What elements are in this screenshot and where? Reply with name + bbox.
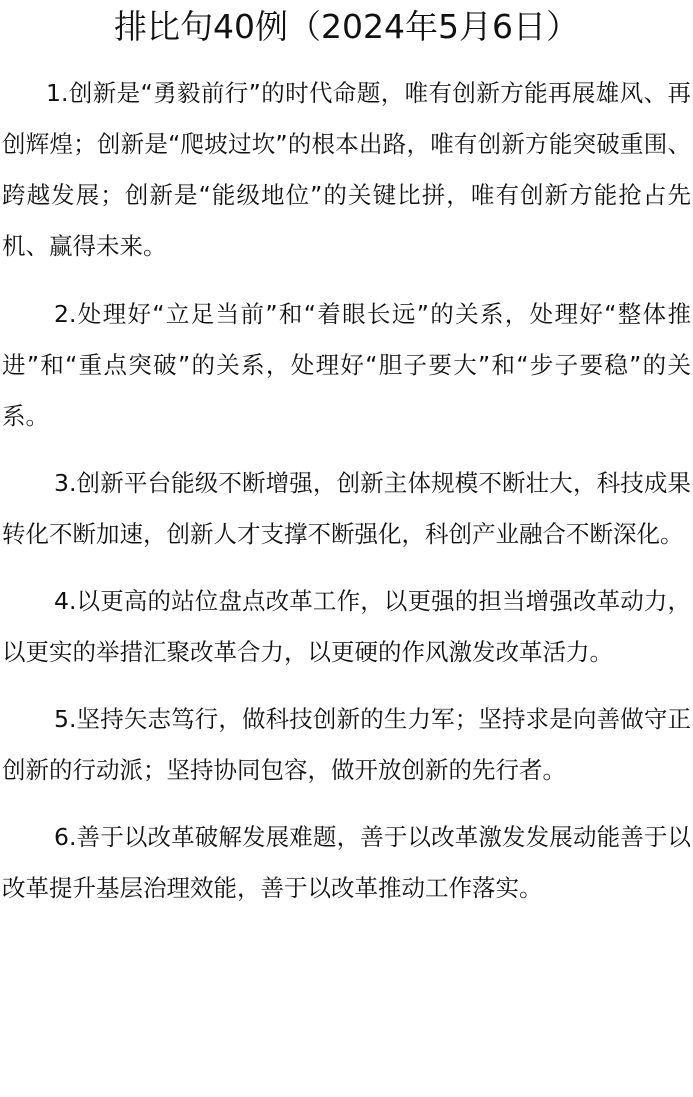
paragraph-1: 1.创新是“勇毅前行”的时代命题，唯有创新方能再展雄风、再创辉煌；创新是“爬坡过坎”的根本出路，唯有创新方能突破重围、跨越发展；创新是“能级地位”的关键比拼，唯有创新方能抢占先机、赢得未来。 xyxy=(2,79,691,260)
paragraph-list xyxy=(2,68,691,914)
paragraph-5: 5.坚持矢志笃行，做科技创新的生力军；坚持求是向善做守正创新的行动派；坚持协同包容，做开放创新的先行者。 xyxy=(2,705,691,784)
paragraph-2: 2.处理好“立足当前”和“着眼长远”的关系，处理好“整体推进”和“重点突破”的关系，处理好“胆子要大”和“步子要稳”的关系。 xyxy=(2,300,691,430)
document-title: 排比句40例（2024年5月6日） xyxy=(114,7,579,46)
paragraph-6: 6.善于以改革破解发展难题，善于以改革激发发展动能善于以改革提升基层治理效能，善于以改革推动工作落实。 xyxy=(2,823,691,902)
paragraph-3: 3.创新平台能级不断增强，创新主体规模不断壮大，科技成果转化不断加速，创新人才支撑不断强化，科创产业融合不断深化。 xyxy=(2,469,691,548)
paragraph-4: 4.以更高的站位盘点改革工作，以更强的担当增强改革动力，以更实的举措汇聚改革合力，以更硬的作风激发改革活力。 xyxy=(2,587,691,666)
